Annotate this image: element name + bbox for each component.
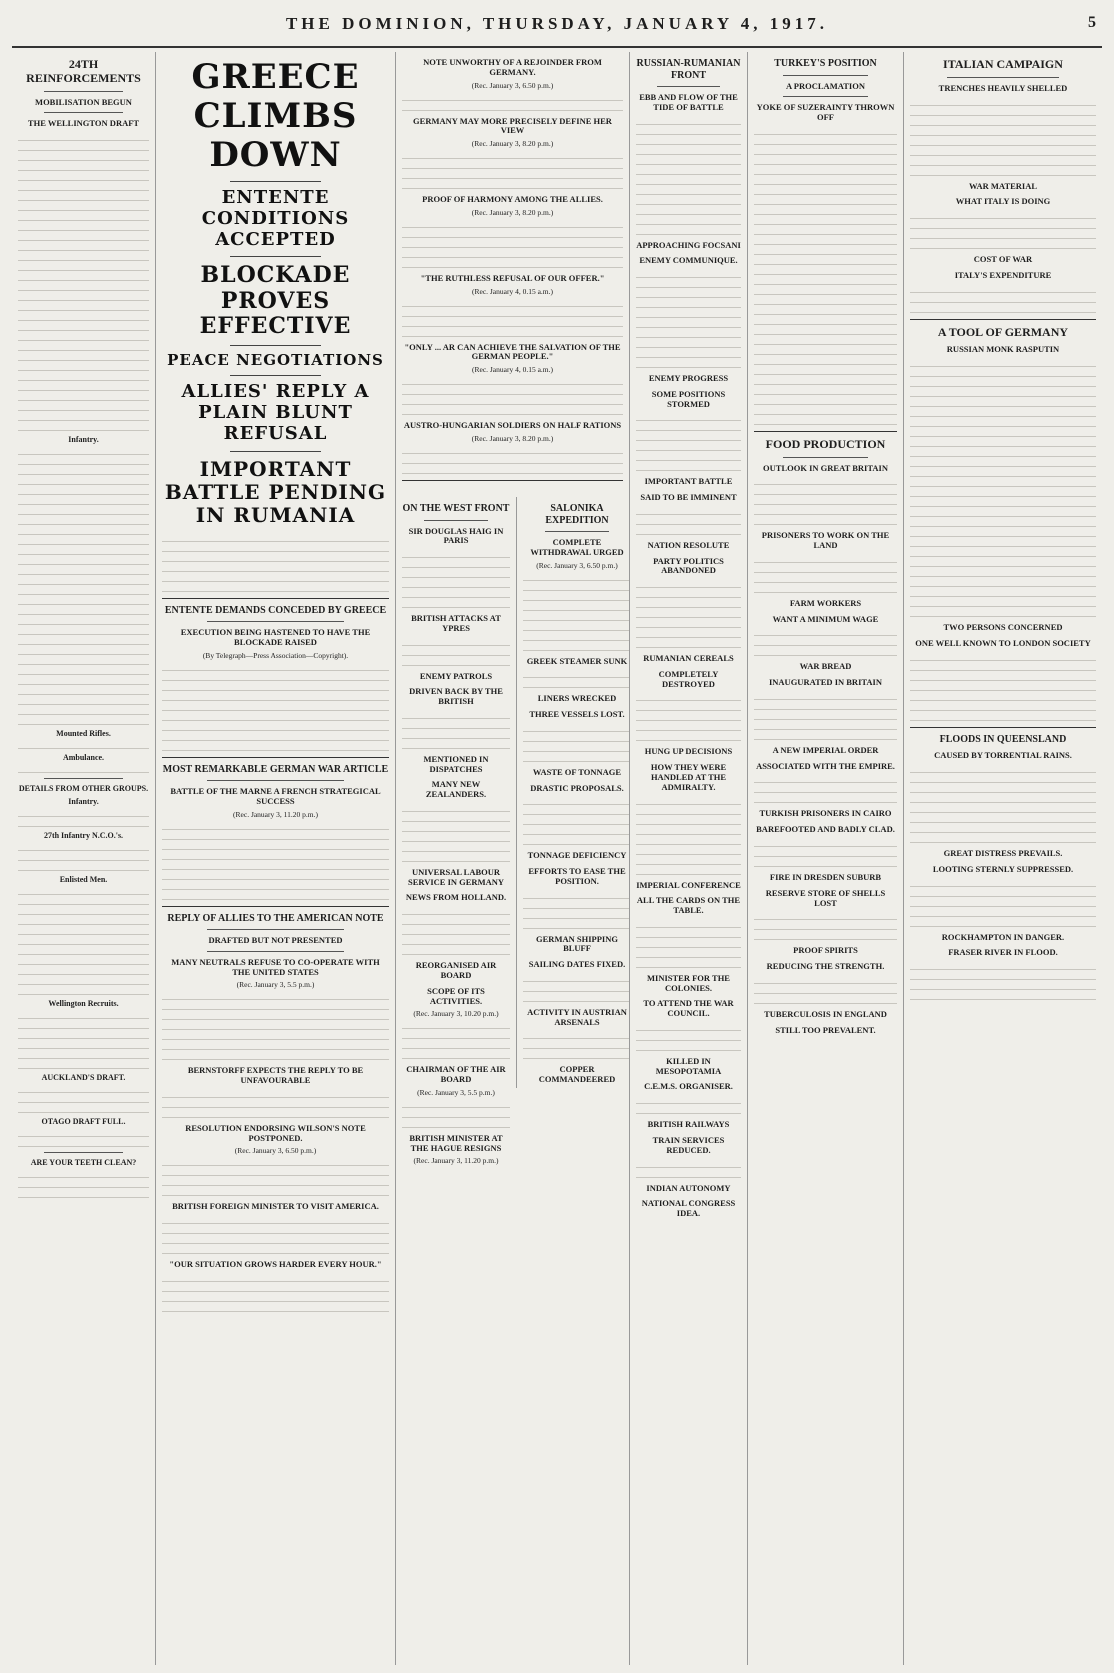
headline-allies-reply: ALLIES' REPLY A PLAIN BLUNT REFUSAL	[181, 381, 370, 444]
headline-tonnage: TONNAGE DEFICIENCY	[527, 850, 627, 861]
headline-important-battle: IMPORTANT BATTLE	[644, 476, 733, 487]
column-italian	[904, 52, 1102, 1665]
headline-blockade: BLOCKADE PROVES EFFECTIVE	[199, 262, 352, 339]
headline-destroyed: COMPLETELY DESTROYED	[658, 668, 719, 689]
headline-outlook: OUTLOOK IN GREAT BRITAIN	[763, 462, 888, 473]
headline-inaugurated: INAUGURATED IN BRITAIN	[768, 677, 883, 688]
headline-distress: GREAT DISTRESS PREVAILS.	[943, 847, 1063, 858]
article-body	[18, 132, 149, 431]
headline-prisoners: PRISONERS TO WORK ON THE LAND	[761, 530, 890, 551]
list-body	[18, 446, 149, 725]
headline-labour: UNIVERSAL LABOUR SERVICE IN GERMANY	[407, 866, 505, 887]
headline-cereals: RUMANIAN CEREALS	[643, 653, 734, 664]
headline-ruthless: "THE RUTHLESS REFUSAL OF OUR OFFER."	[420, 272, 605, 283]
headline-strength: REDUCING THE STRENGTH.	[766, 961, 885, 972]
headline-note-unworthy: NOTE UNWORTHY OF A REJOINDER FROM GERMANY.	[423, 57, 602, 77]
section-situation: "OUR SITUATION GROWS HARDER EVERY HOUR."	[169, 1259, 382, 1270]
headline-new-zealanders: MANY NEW ZEALANDERS.	[425, 779, 487, 800]
headline-congress: NATIONAL CONGRESS IDEA.	[641, 1198, 736, 1219]
headline-salonika: SALONIKA EXPEDITION	[545, 503, 609, 526]
headline-holland: NEWS FROM HOLLAND.	[405, 892, 507, 903]
list-title: Mounted Rifles.	[56, 729, 111, 739]
list-title: Infantry.	[68, 797, 99, 807]
headline-sailing: SAILING DATES FIXED.	[528, 959, 626, 970]
headline-greek-steamer: GREEK STEAMER SUNK	[526, 655, 628, 666]
headline-shipping-bluff: GERMAN SHIPPING BLUFF	[536, 933, 618, 954]
headline-tool-germany: A TOOL OF GERMANY	[937, 324, 1069, 339]
headline-enemy-comm: ENEMY COMMUNIQUE.	[639, 255, 738, 266]
headline-ypres: BRITISH ATTACKS AT YPRES	[411, 613, 501, 633]
headline-mesopotamia: KILLED IN MESOPOTAMIA	[655, 1055, 722, 1076]
headline-proclamation: A PROCLAMATION	[786, 80, 865, 91]
headline-prevalent: STILL TOO PREVALENT.	[775, 1024, 876, 1035]
headline-arsenals: ACTIVITY IN AUSTRIAN ARSENALS	[527, 1006, 627, 1027]
headline-war-council: TO ATTEND THE WAR COUNCIL.	[643, 998, 734, 1019]
headline-ebb-flow: EBB AND FLOW OF THE TIDE OF BATTLE	[639, 92, 738, 112]
reinforcements-title: 24TH REINFORCEMENTS	[26, 57, 141, 85]
headline-enemy-patrols: ENEMY PATROLS	[419, 670, 493, 681]
headline-indian: INDIAN AUTONOMY	[646, 1182, 731, 1193]
list-title: Enlisted Men.	[59, 875, 108, 885]
section-resolution: RESOLUTION ENDORSING WILSON'S NOTE POSTPONED.	[185, 1122, 366, 1143]
section-bernstorff: BERNSTORFF EXPECTS THE REPLY TO BE UNFAVOURABLE	[187, 1065, 364, 1086]
mobilisation-subhead: MOBILISATION BEGUN	[35, 96, 132, 107]
headline-expenditure: ITALY'S EXPENDITURE	[954, 269, 1052, 280]
section-american-note: REPLY OF ALLIES TO THE AMERICAN NOTE	[167, 912, 384, 924]
meta: (Rec. January 3, 5.5 p.m.)	[236, 980, 315, 990]
ad-title: ARE YOUR TEETH CLEAN?	[30, 1158, 137, 1168]
headline-russian-rumanian: RUSSIAN-RUMANIAN FRONT	[636, 58, 741, 81]
headline-empire: ASSOCIATED WITH THE EMPIRE.	[756, 760, 895, 771]
headline-define-view: GERMANY MAY MORE PRECISELY DEFINE HER VIEW	[413, 115, 612, 136]
list-title: OTAGO DRAFT FULL.	[41, 1117, 126, 1127]
headline-liners: LINERS WRECKED	[537, 693, 617, 704]
headline-hung-up: HUNG UP DECISIONS	[644, 746, 733, 757]
section-foreign-minister: BRITISH FOREIGN MINISTER TO VISIT AMERICA.	[172, 1201, 379, 1212]
headline-imminent: SAID TO BE IMMINENT	[640, 492, 737, 503]
headline-party-politics: PARTY POLITICS ABANDONED	[653, 555, 724, 576]
headline-drastic: DRASTIC PROPOSALS.	[530, 782, 624, 793]
list-title: Wellington Recruits.	[48, 999, 119, 1009]
headline-waste: WASTE OF TONNAGE	[532, 766, 622, 777]
headline-withdrawal: COMPLETE WITHDRAWAL URGED	[530, 537, 624, 557]
newspaper-title: THE DOMINION, THURSDAY, JANUARY 4, 1917.	[285, 14, 829, 33]
section-neutrals: MANY NEUTRALS REFUSE TO CO-OPERATE WITH THE UNITED STATES	[171, 956, 380, 977]
list-title: AUCKLAND'S DRAFT.	[41, 1073, 126, 1083]
headline-rumania: IMPORTANT BATTLE PENDING IN RUMANIA	[164, 456, 387, 527]
headline-admiralty: HOW THEY WERE HANDLED AT THE ADMIRALTY.	[650, 762, 727, 792]
headline-yoke: YOKE OF SUZERAINTY THROWN OFF	[756, 102, 895, 123]
headline-copper: COPPER COMMANDEERED	[538, 1064, 616, 1085]
headline-ease: EFFORTS TO EASE THE POSITION.	[528, 866, 626, 886]
headline-rains: CAUSED BY TORRENTIAL RAINS.	[934, 750, 1072, 761]
headline-half-rations: AUSTRO-HUNGARIAN SOLDIERS ON HALF RATIONS	[403, 420, 622, 431]
section-execution: EXECUTION BEING HASTENED TO HAVE THE BLOCKADE RAISED	[180, 627, 371, 647]
list-title: Infantry.	[68, 435, 99, 445]
headline-driven-back: DRIVEN BACK BY THE BRITISH	[409, 686, 503, 707]
column-reinforcements	[12, 52, 156, 1665]
headline-fraser: FRASER RIVER IN FLOOD.	[948, 947, 1058, 958]
main-headline: GREECE CLIMBS DOWN	[191, 57, 360, 176]
headline-cost: COST OF WAR	[973, 254, 1033, 265]
column-russian-front	[630, 52, 748, 1665]
headline-trenches: TRENCHES HEAVILY SHELLED	[938, 82, 1068, 93]
headline-air-scope: SCOPE OF ITS ACTIVITIES.	[427, 985, 485, 1006]
headline-tuberculosis: TUBERCULOSIS IN ENGLAND	[764, 1008, 887, 1019]
headline-peace: PEACE NEGOTIATIONS	[167, 351, 384, 370]
section-drafted: DRAFTED BUT NOT PRESENTED	[208, 935, 343, 946]
headline-looting: LOOTING STERNLY SUPPRESSED.	[932, 863, 1074, 874]
list-title: 27th Infantry N.C.O.'s.	[43, 831, 124, 841]
headline-air-board: REORGANISED AIR BOARD	[415, 960, 497, 980]
headline-london-society: ONE WELL KNOWN TO LONDON SOCIETY	[915, 637, 1091, 648]
list-title: DETAILS FROM OTHER GROUPS.	[18, 784, 149, 794]
headline-farm: FARM WORKERS	[789, 597, 862, 608]
wellington-draft-subhead: THE WELLINGTON DRAFT	[27, 118, 140, 129]
headline-three-vessels: THREE VESSELS LOST.	[529, 709, 625, 720]
column-greece	[156, 52, 396, 1665]
headline-salvation: "ONLY ... AR CAN ACHIEVE THE SALVATION OF THE GERMAN PEOPLE."	[404, 341, 621, 362]
column-news: NOTE UNWORTHY OF A REJOINDER FROM GERMANY. (Rec. January 3, 6.50 p.m.) GERMANY MAY MORE PRECISELY DEFINE HER VIEW (Rec. January 3, 8.20 p.m.) PROOF OF HARMONY AMONG THE ALLIES. (Rec. January 3, 8.20 p.m.) "THE RUTHLESS REFUSAL OF OUR OFFER." (Rec. January 4, 0.15 a.m.) "ONLY ... AR CAN ACHIEVE THE SALVATION OF THE GERMAN PEOPLE." (Rec. January 4, 0.15 a.m.) AUSTRO-HUNGARIAN SOLDIERS ON HALF RATIONS (Rec. January 3, 8.20 p.m.) ON THE WEST FRONT SIR DOUGLAS HAIG IN PARIS BRITISH ATTACKS AT YPRES ENEMY PATROLS DRIVEN BACK BY THE BRITISH MENTIONED IN DISPATCHES MANY NEW ZEALANDERS. UNIVERSAL LABOUR SERVICE IN GERMANY NEWS FROM HOLLAND. REORGANISED AIR BOARD SCOPE OF ITS ACTIVITIES. (Rec. January 3, 10.20 p.m.) CHAIRMAN OF THE AIR BOARD (Rec. January 3, 5.5 p.m.) BRITISH MINISTER AT THE HAGUE RESIGNS (Rec. January 3, 11.20 p.m.) SALONIKA EXPEDITION COMPLETE WITHDRAWAL URGED (Rec. January 3, 6.50 p.m.) GREEK STEAMER SUNK LINERS WRECKED THREE VESSELS LOST. WASTE OF TONNAGE DRASTIC PROPOSALS. TONNAGE DEFICIENCY EFFORTS TO EASE THE POSITION. GERMAN SHIPPING BLUFF SAILING DATES FIXED. ACTIVITY IN AUSTRIAN ARSENALS COPPER COMMANDEERED	[396, 52, 630, 1665]
headline-war-bread: WAR BREAD	[799, 661, 852, 672]
headline-two-persons: TWO PERSONS CONCERNED	[943, 622, 1063, 633]
headline-rockhampton: ROCKHAMPTON IN DANGER.	[941, 931, 1065, 942]
headline-war-material: WAR MATERIAL	[968, 180, 1038, 191]
headline-proof-spirits: PROOF SPIRITS	[793, 945, 858, 956]
section-war-article: MOST REMARKABLE GERMAN WAR ARTICLE	[162, 763, 389, 775]
page-number: 5	[1088, 14, 1096, 31]
section-entente-demands: ENTENTE DEMANDS CONCEDED BY GREECE	[164, 604, 387, 616]
headline-harmony: PROOF OF HARMONY AMONG THE ALLIES.	[422, 194, 603, 205]
headline-focsani: APPROACHING FOCSANI	[636, 239, 741, 250]
section-marne: BATTLE OF THE MARNE A FRENCH STRATEGICAL SUCCESS	[170, 786, 381, 806]
headline-hague: BRITISH MINISTER AT THE HAGUE RESIGNS	[409, 1132, 503, 1153]
column-turkey	[748, 52, 904, 1665]
headline-cards: ALL THE CARDS ON THE TABLE.	[636, 895, 741, 916]
headline-train: TRAIN SERVICES REDUCED.	[652, 1134, 725, 1155]
headline-food: FOOD PRODUCTION	[765, 436, 886, 451]
headline-air-chairman: CHAIRMAN OF THE AIR BOARD	[406, 1064, 506, 1085]
headline-stormed: SOME POSITIONS STORMED	[651, 388, 726, 409]
meta: (By Telegraph—Press Association—Copyright).	[202, 650, 349, 660]
meta: (Rec. January 3, 11.20 p.m.)	[233, 809, 318, 819]
list-title: Ambulance.	[62, 753, 105, 763]
headline-what-italy: WHAT ITALY IS DOING	[955, 196, 1051, 207]
headline-barefooted: BAREFOOTED AND BADLY CLAD.	[756, 824, 895, 835]
headline-wage: WANT A MINIMUM WAGE	[772, 613, 879, 624]
headline-entente: ENTENTE CONDITIONS ACCEPTED	[201, 187, 350, 250]
headline-imperial: IMPERIAL CONFERENCE	[636, 879, 741, 890]
headline-shells: RESERVE STORE OF SHELLS LOST	[765, 887, 886, 908]
headline-turkey: TURKEY'S POSITION	[774, 58, 877, 69]
headline-cems: C.E.M.S. ORGANISER.	[644, 1081, 733, 1092]
headline-colonies: MINISTER FOR THE COLONIES.	[647, 972, 730, 993]
headline-nation: NATION RESOLUTE	[647, 539, 730, 550]
headline-imperial-order: A NEW IMPERIAL ORDER	[772, 744, 879, 755]
headline-dresden: FIRE IN DRESDEN SUBURB	[769, 872, 882, 883]
headline-railways: BRITISH RAILWAYS	[647, 1119, 730, 1130]
masthead	[12, 6, 1102, 48]
headline-rasputin: RUSSIAN MONK RASPUTIN	[946, 344, 1060, 355]
headline-dispatches: MENTIONED IN DISPATCHES	[423, 753, 489, 774]
headline-cairo: TURKISH PRISONERS IN CAIRO	[759, 808, 892, 819]
headline-west-front: ON THE WEST FRONT	[402, 503, 510, 514]
headline-floods: FLOODS IN QUEENSLAND	[939, 733, 1067, 745]
meta: (Rec. January 3, 6.50 p.m.)	[234, 1146, 317, 1156]
headline-italian: ITALIAN CAMPAIGN	[943, 57, 1063, 71]
headline-enemy-progress: ENEMY PROGRESS	[648, 373, 729, 384]
headline-haig: SIR DOUGLAS HAIG IN PARIS	[408, 525, 504, 546]
